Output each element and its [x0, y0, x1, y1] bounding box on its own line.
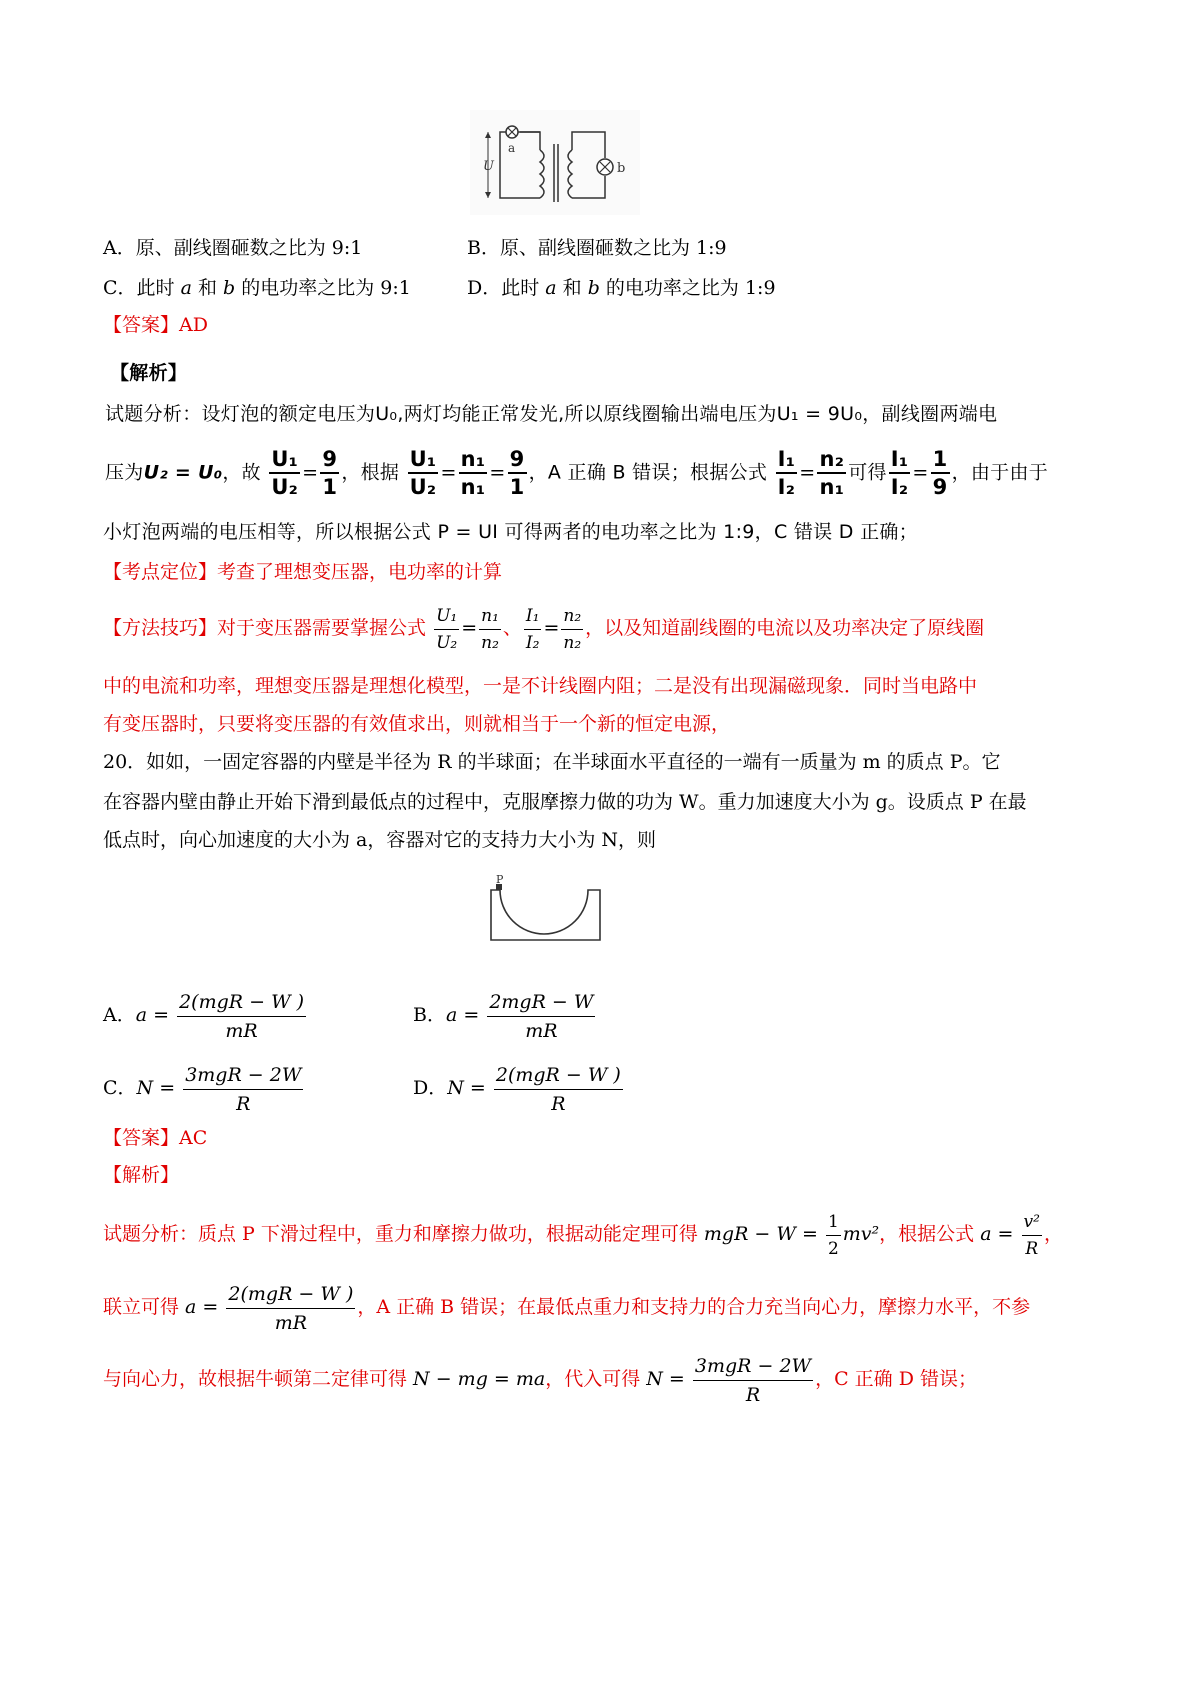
q20-stem-line2: 在容器内壁由静止开始下滑到最低点的过程中，克服摩擦力做的功为 W。重力加速度大小为 g。设质点 P 在最	[103, 791, 1027, 813]
q20-stem-line3: 低点时，向心加速度的大小为 a，容器对它的支持力大小为 N，则	[103, 829, 657, 851]
q19-analysis-line2: 压为U₂ = U₀，故 $\frac{\text{U₁}}{\text{U₂}}$ = $\frac{9}{1}$ ，根据 $\frac{\text{U₁}}{\text{U₂}}$ = $\frac{\text{n₁}}{\text{n₁}}$ = $\frac{9}{1}$ ，A 正确 B 错误；根据公式 $\frac{\text{I₁}}{\text{I₂}}$ = $\frac{\text{n₂}}{\text{n₁}}$ 可得 $\frac{\text{I₁}}{\text{I₂}}$ = $\frac{1}{9}$ ，由于由于	[105, 447, 1049, 499]
q19-kaodian: 【考点定位】考查了理想变压器，电功率的计算	[103, 561, 503, 583]
q19-analysis-line1: 试题分析：设灯泡的额定电压为U₀,两灯均能正常发光,所以原线圈输出端电压为U₁ = 9U₀，副线圈两端电	[105, 403, 998, 425]
figure-label-u: U	[483, 159, 494, 174]
option-d: D．此时 a 和 b 的电功率之比为 1:9	[467, 277, 776, 299]
option-c: C．此时 a 和 b 的电功率之比为 9:1	[103, 277, 411, 299]
option-a: A．原、副线圈砸数之比为 9:1	[103, 237, 363, 259]
q19-fangfa-line1: 【方法技巧】对于变压器需要掌握公式 $\frac{\text{U₁}}{\text{U₂}}$ = $\frac{\text{n₁}}{\text{n₂}}$ 、 $\frac{\text{I₁}}{\text{I₂}}$ = $\frac{\text{n₂}}{\text{n₂}}$ ，以及知道副线圈的电流以及功率决定了原线圈	[103, 600, 984, 656]
option-b: B．原、副线圈砸数之比为 1:9	[467, 237, 727, 259]
q19-fangfa-line2: 中的电流和功率，理想变压器是理想化模型，一是不计线圈内阻；二是没有出现漏磁现象．同时当电路中	[103, 675, 978, 697]
q19-fangfa-line3: 有变压器时，只要将变压器的有效值求出，则就相当于一个新的恒定电源，	[103, 713, 731, 735]
q20-analysis-line2: 联立可得 a = $\frac{\text{2(mgR − W )}}{mR}$ ，A 正确 B 错误；在最低点重力和支持力的合力充当向心力，摩擦力水平，不参	[103, 1277, 1030, 1337]
q19-analysis-line3: 小灯泡两端的电压相等，所以根据公式 P = UI 可得两者的电功率之比为 1:9，C 错误 D 正确；	[103, 521, 918, 543]
q20-analysis-line3: 与向心力，故根据牛顿第二定律可得 N − mg = ma，代入可得 N = $\frac{\text{3mgR − 2W}}{R}$ ，C 正确 D 错误；	[103, 1349, 977, 1409]
q20-option-a: A．a = $\frac{\text{2(mgR − W )}}{mR}$	[103, 985, 308, 1045]
q20-stem-line1: 20．如如，一固定容器的内壁是半径为 R 的半球面；在半球面水平直径的一端有一质量为 m 的质点 P。它	[103, 751, 1001, 773]
q19-answer: 【答案】AD	[103, 314, 208, 336]
q20-analysis-line1: 试题分析：质点 P 下滑过程中，重力和摩擦力做功，根据动能定理可得 mgR − W = $\frac{1}{2}$ mv²，根据公式 a = $\frac{\text{v²}}{R}$ ，	[103, 1206, 1063, 1262]
hemisphere-container-figure	[488, 872, 618, 944]
figure-label-p: P	[496, 873, 504, 886]
q20-analysis-header: 【解析】	[103, 1164, 180, 1186]
figure-label-a: a	[508, 141, 516, 155]
q20-answer: 【答案】AC	[103, 1127, 208, 1149]
q20-option-d: D．N = $\frac{\text{2(mgR − W )}}{R}$	[413, 1058, 625, 1118]
transformer-circuit-figure	[470, 110, 640, 215]
figure-label-b: b	[617, 161, 626, 176]
q20-option-c: C．N = $\frac{\text{3mgR − 2W}}{R}$	[103, 1058, 305, 1118]
q20-option-b: B．a = $\frac{\text{2mgR − W}}{mR}$	[413, 985, 597, 1045]
q19-analysis-header: 【解析】	[110, 362, 188, 384]
